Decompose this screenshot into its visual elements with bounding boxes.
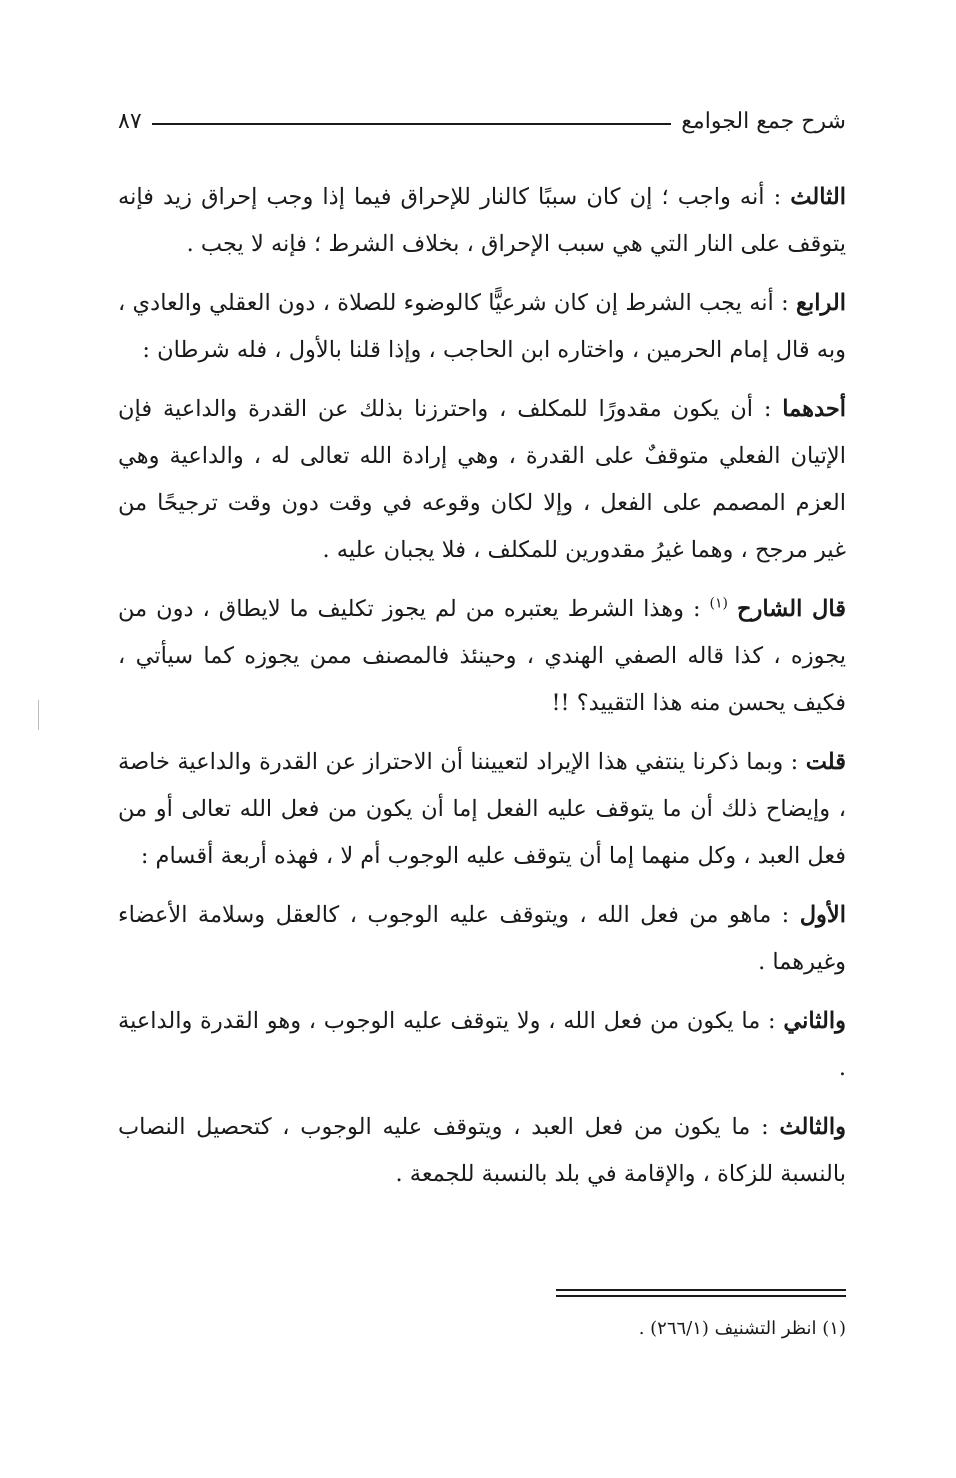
- paragraph-text: : ماهو من فعل الله ، ويتوقف عليه الوجوب ، كالعقل وسلامة الأعضاء وغيرهما .: [118, 902, 846, 975]
- header-rule: [152, 123, 672, 125]
- book-title: شرح جمع الجوامع: [681, 108, 846, 134]
- paragraph-heading: والثاني: [783, 1008, 846, 1034]
- paragraph-heading: الرابع: [795, 290, 846, 316]
- paragraph-third: [118, 174, 846, 268]
- book-page: [118, 96, 846, 1396]
- paragraph-division-second: [118, 998, 846, 1092]
- paragraph-division-third: [118, 1104, 846, 1198]
- paragraph-text: : وهذا الشرط يعتبره من لم يجوز تكليف ما لايطاق ، دون من يجوزه ، كذا قاله الصفي الهندي ، وحينئذ فالمصنف ممن يجوزه كما سيأتي ، فكيف يحسن منه هذا التقييد؟ !!: [118, 596, 846, 716]
- paragraph-commentator: [118, 586, 846, 727]
- paragraph-text: : أنه واجب ؛ إن كان سببًا كالنار للإحراق فيما إذا وجب إحراق زيد فإنه يتوقف على النار التي هي سبب الإحراق ، بخلاف الشرط ؛ فإنه لا يجب .: [118, 184, 846, 257]
- paragraph-heading: الأول: [799, 902, 846, 928]
- scan-margin-mark: [38, 700, 39, 730]
- running-header: [118, 96, 846, 146]
- paragraph-heading: أحدهما: [782, 396, 846, 422]
- paragraph-text: : أن يكون مقدورًا للمكلف ، واحترزنا بذلك عن القدرة والداعية فإن الإتيان الفعلي متوقفٌ على القدرة ، وهي إرادة الله تعالى له ، والداعية وهي العزم المصمم على الفعل ، وإلا لكان وقوعه في وقت دون وقت ترجيحًا من غير مرجح ، وهما غيرُ مقدورين للمكلف ، فلا يجبان عليه .: [118, 396, 846, 563]
- page-body: [118, 174, 846, 1198]
- paragraph-heading: قال الشارح: [736, 596, 846, 622]
- paragraph-text: : ما يكون من فعل العبد ، ويتوقف عليه الوجوب ، كتحصيل النصاب بالنسبة للزكاة ، والإقامة في بلد بالنسبة للجمعة .: [118, 1114, 846, 1187]
- paragraph-text: : وبما ذكرنا ينتفي هذا الإيراد لتعييننا أن الاحتراز عن القدرة والداعية خاصة ، وإيضاح ذلك أن ما يتوقف عليه الفعل إما أن يكون من فعل الله تعالى أو من فعل العبد ، وكل منهما إما أن يتوقف عليه الوجوب أم لا ، فهذه أربعة أقسام :: [118, 749, 846, 869]
- footnote-rule: [556, 1295, 846, 1297]
- footnote-separator: [556, 1289, 846, 1297]
- paragraph-heading: والثالث: [779, 1114, 846, 1140]
- footnote: (١) انظر التشنيف (٢٦٦/١) .: [638, 1318, 846, 1339]
- paragraph-division-first: [118, 892, 846, 986]
- paragraph-text: : أنه يجب الشرط إن كان شرعيًّا كالوضوء للصلاة ، دون العقلي والعادي ، وبه قال إمام الحرمين ، واختاره ابن الحاجب ، وإذا قلنا بالأول ، فله شرطان :: [118, 290, 846, 363]
- paragraph-fourth: [118, 280, 846, 374]
- page-number: ٨٧: [118, 108, 142, 134]
- paragraph-text: : ما يكون من فعل الله ، ولا يتوقف عليه الوجوب ، وهو القدرة والداعية .: [118, 1008, 846, 1081]
- paragraph-response: [118, 739, 846, 880]
- paragraph-heading: الثالث: [790, 184, 846, 210]
- footnote-marker[interactable]: (١): [709, 595, 728, 612]
- paragraph-heading: قلت: [805, 749, 846, 775]
- paragraph-first-condition: [118, 386, 846, 574]
